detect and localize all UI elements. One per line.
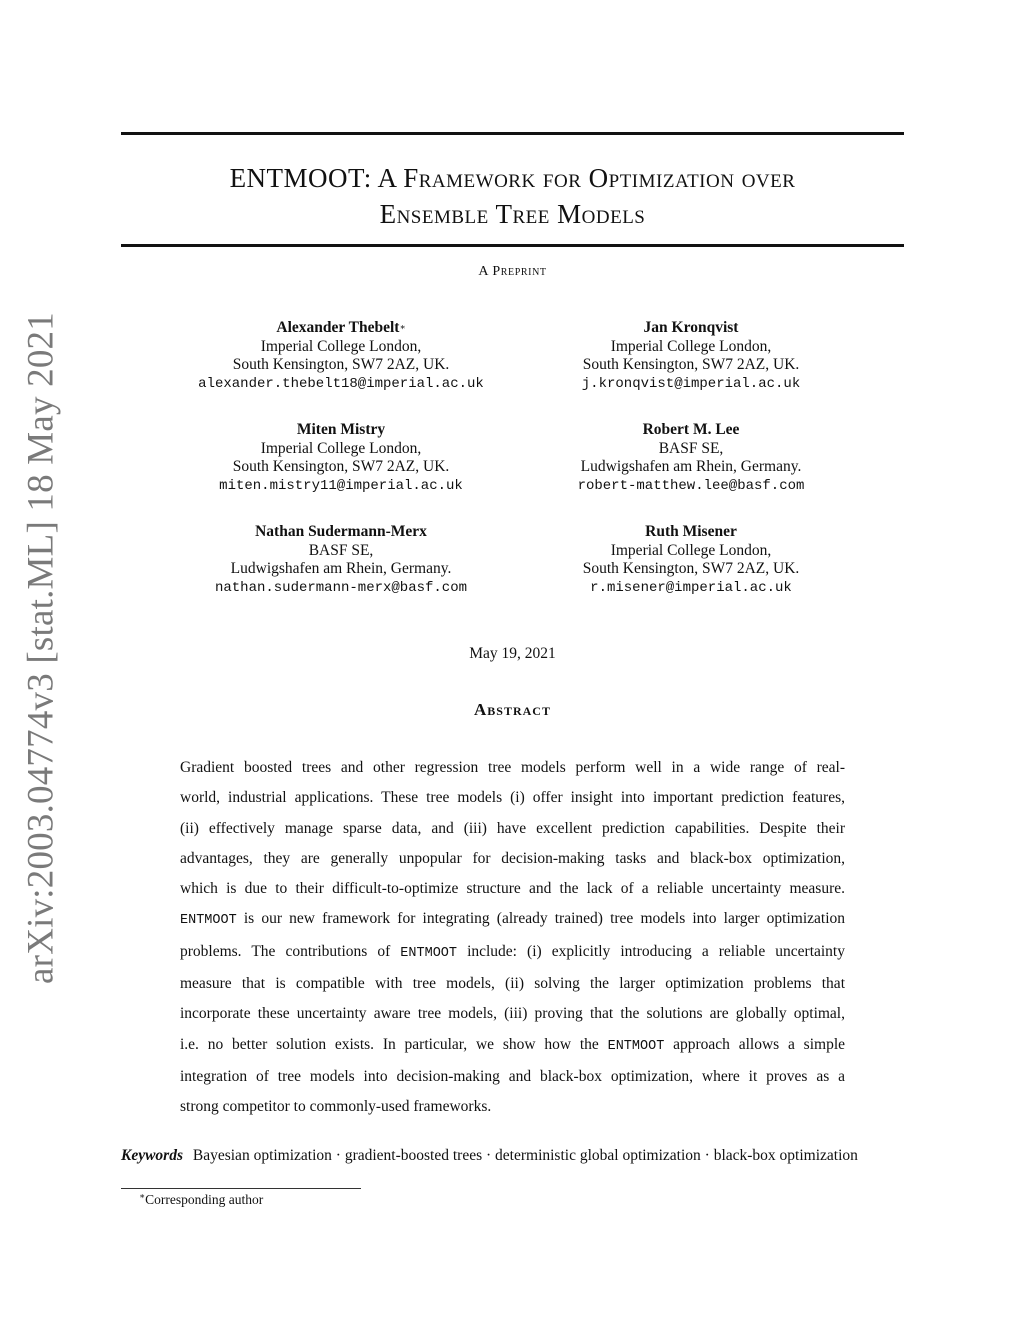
author-affiliation: Imperial College London, xyxy=(260,337,422,355)
abstract-line: integration of tree models into decision-making and black-box optimization, where it proves as a xyxy=(180,1067,845,1085)
author-block xyxy=(511,319,871,393)
author-block xyxy=(161,421,521,495)
entmoot-name: ENTMOOT xyxy=(400,945,458,961)
author-address: Ludwigshafen am Rhein, Germany. xyxy=(580,458,802,475)
author-email[interactable]: j.kronqvist@imperial.ac.uk xyxy=(581,375,801,392)
keywords-text: Bayesian optimization · gradient-boosted trees · deterministic global optimization · black-box optimization xyxy=(192,1147,858,1164)
author-affiliation: BASF SE, xyxy=(658,439,724,457)
abstract-line-text: problems. The contributions of xyxy=(180,942,401,960)
abstract-heading: Abstract xyxy=(474,700,551,719)
author-name: Alexander Thebelt∗ xyxy=(276,319,406,336)
author-address: Ludwigshafen am Rhein, Germany. xyxy=(230,560,452,577)
author-name: Jan Kronqvist xyxy=(643,319,739,336)
keywords xyxy=(121,1147,904,1165)
author-email[interactable]: alexander.thebelt18@imperial.ac.uk xyxy=(198,375,484,392)
author-address: South Kensington, SW7 2AZ, UK. xyxy=(232,458,450,475)
paper-title-line-1: ENTMOOT: A Framework for Optimization over xyxy=(229,163,796,193)
abstract-line: Gradient boosted trees and other regression tree models perform well in a wide range of real- xyxy=(180,759,845,776)
abstract-line xyxy=(180,904,845,936)
author-affiliation: BASF SE, xyxy=(308,541,374,559)
author-name: Ruth Misener xyxy=(645,523,737,540)
abstract-line: incorporate these uncertainty aware tree models, (iii) proving that the solutions are globally optimal, xyxy=(180,1005,845,1023)
title-bottom-rule xyxy=(121,244,904,247)
author-name: Miten Mistry xyxy=(296,421,386,438)
title-top-rule xyxy=(121,132,904,135)
author-email[interactable]: robert-matthew.lee@basf.com xyxy=(577,477,805,494)
publication-date: May 19, 2021 xyxy=(469,645,556,662)
author-affiliation: Imperial College London, xyxy=(610,337,772,355)
footnote-rule xyxy=(121,1188,361,1189)
abstract-line: measure that is compatible with tree models, (ii) solving the larger optimization problems that xyxy=(180,975,845,993)
keywords-label: Keywords xyxy=(121,1147,183,1164)
footnote-text: Corresponding author xyxy=(145,1192,264,1207)
footnote xyxy=(139,1192,263,1208)
author-address: South Kensington, SW7 2AZ, UK. xyxy=(232,356,450,373)
preprint-label: A Preprint xyxy=(478,264,547,279)
paper-title xyxy=(121,160,904,232)
abstract-line-text: include: (i) explicitly introducing a reliable uncertainty xyxy=(457,942,845,960)
abstract-line-text: is our new framework for integrating (already trained) tree models into larger optimization xyxy=(236,910,845,928)
author-name: Nathan Sudermann-Merx xyxy=(255,523,427,540)
author-affiliation: Imperial College London, xyxy=(610,541,772,559)
entmoot-name: ENTMOOT xyxy=(180,913,237,929)
abstract-line: world, industrial applications. These tree models (i) offer insight into important prediction features, xyxy=(180,789,845,807)
abstract-line: which is due to their difficult-to-optimize structure and the lack of a reliable uncertainty measure. xyxy=(180,880,845,898)
abstract-line-text: approach allows a simple xyxy=(664,1035,845,1053)
paper-title-line-2: Ensemble Tree Models xyxy=(379,199,646,229)
abstract-line xyxy=(180,937,845,969)
entmoot-name: ENTMOOT xyxy=(607,1038,665,1054)
author-block xyxy=(511,523,871,597)
footnote-marker: ∗ xyxy=(139,1191,146,1201)
author-affiliation: Imperial College London, xyxy=(260,439,422,457)
author-block xyxy=(161,319,521,393)
author-email[interactable]: miten.mistry11@imperial.ac.uk xyxy=(219,477,463,494)
abstract-line: advantages, they are generally unpopular for decision-making tasks and black-box optimization, xyxy=(180,849,845,867)
author-name: Robert M. Lee xyxy=(642,421,740,438)
author-email[interactable]: r.misener@imperial.ac.uk xyxy=(590,579,792,596)
abstract-line: strong competitor to commonly-used frameworks. xyxy=(180,1098,492,1116)
abstract-body xyxy=(180,753,845,1123)
author-email[interactable]: nathan.sudermann-merx@basf.com xyxy=(214,579,468,596)
arxiv-identifier-stamp: arXiv:2003.04774v3 [stat.ML] 18 May 2021 xyxy=(20,312,62,984)
abstract-line: (ii) effectively manage sparse data, and (iii) have excellent prediction capabilities. Despite their xyxy=(180,819,845,837)
abstract-line-text: i.e. no better solution exists. In particular, we show how the xyxy=(180,1035,608,1053)
author-block xyxy=(511,421,871,495)
author-address: South Kensington, SW7 2AZ, UK. xyxy=(582,560,800,577)
author-address: South Kensington, SW7 2AZ, UK. xyxy=(582,356,800,373)
author-block xyxy=(161,523,521,597)
footnote-marker: ∗ xyxy=(399,322,406,332)
abstract-line xyxy=(180,1030,845,1062)
